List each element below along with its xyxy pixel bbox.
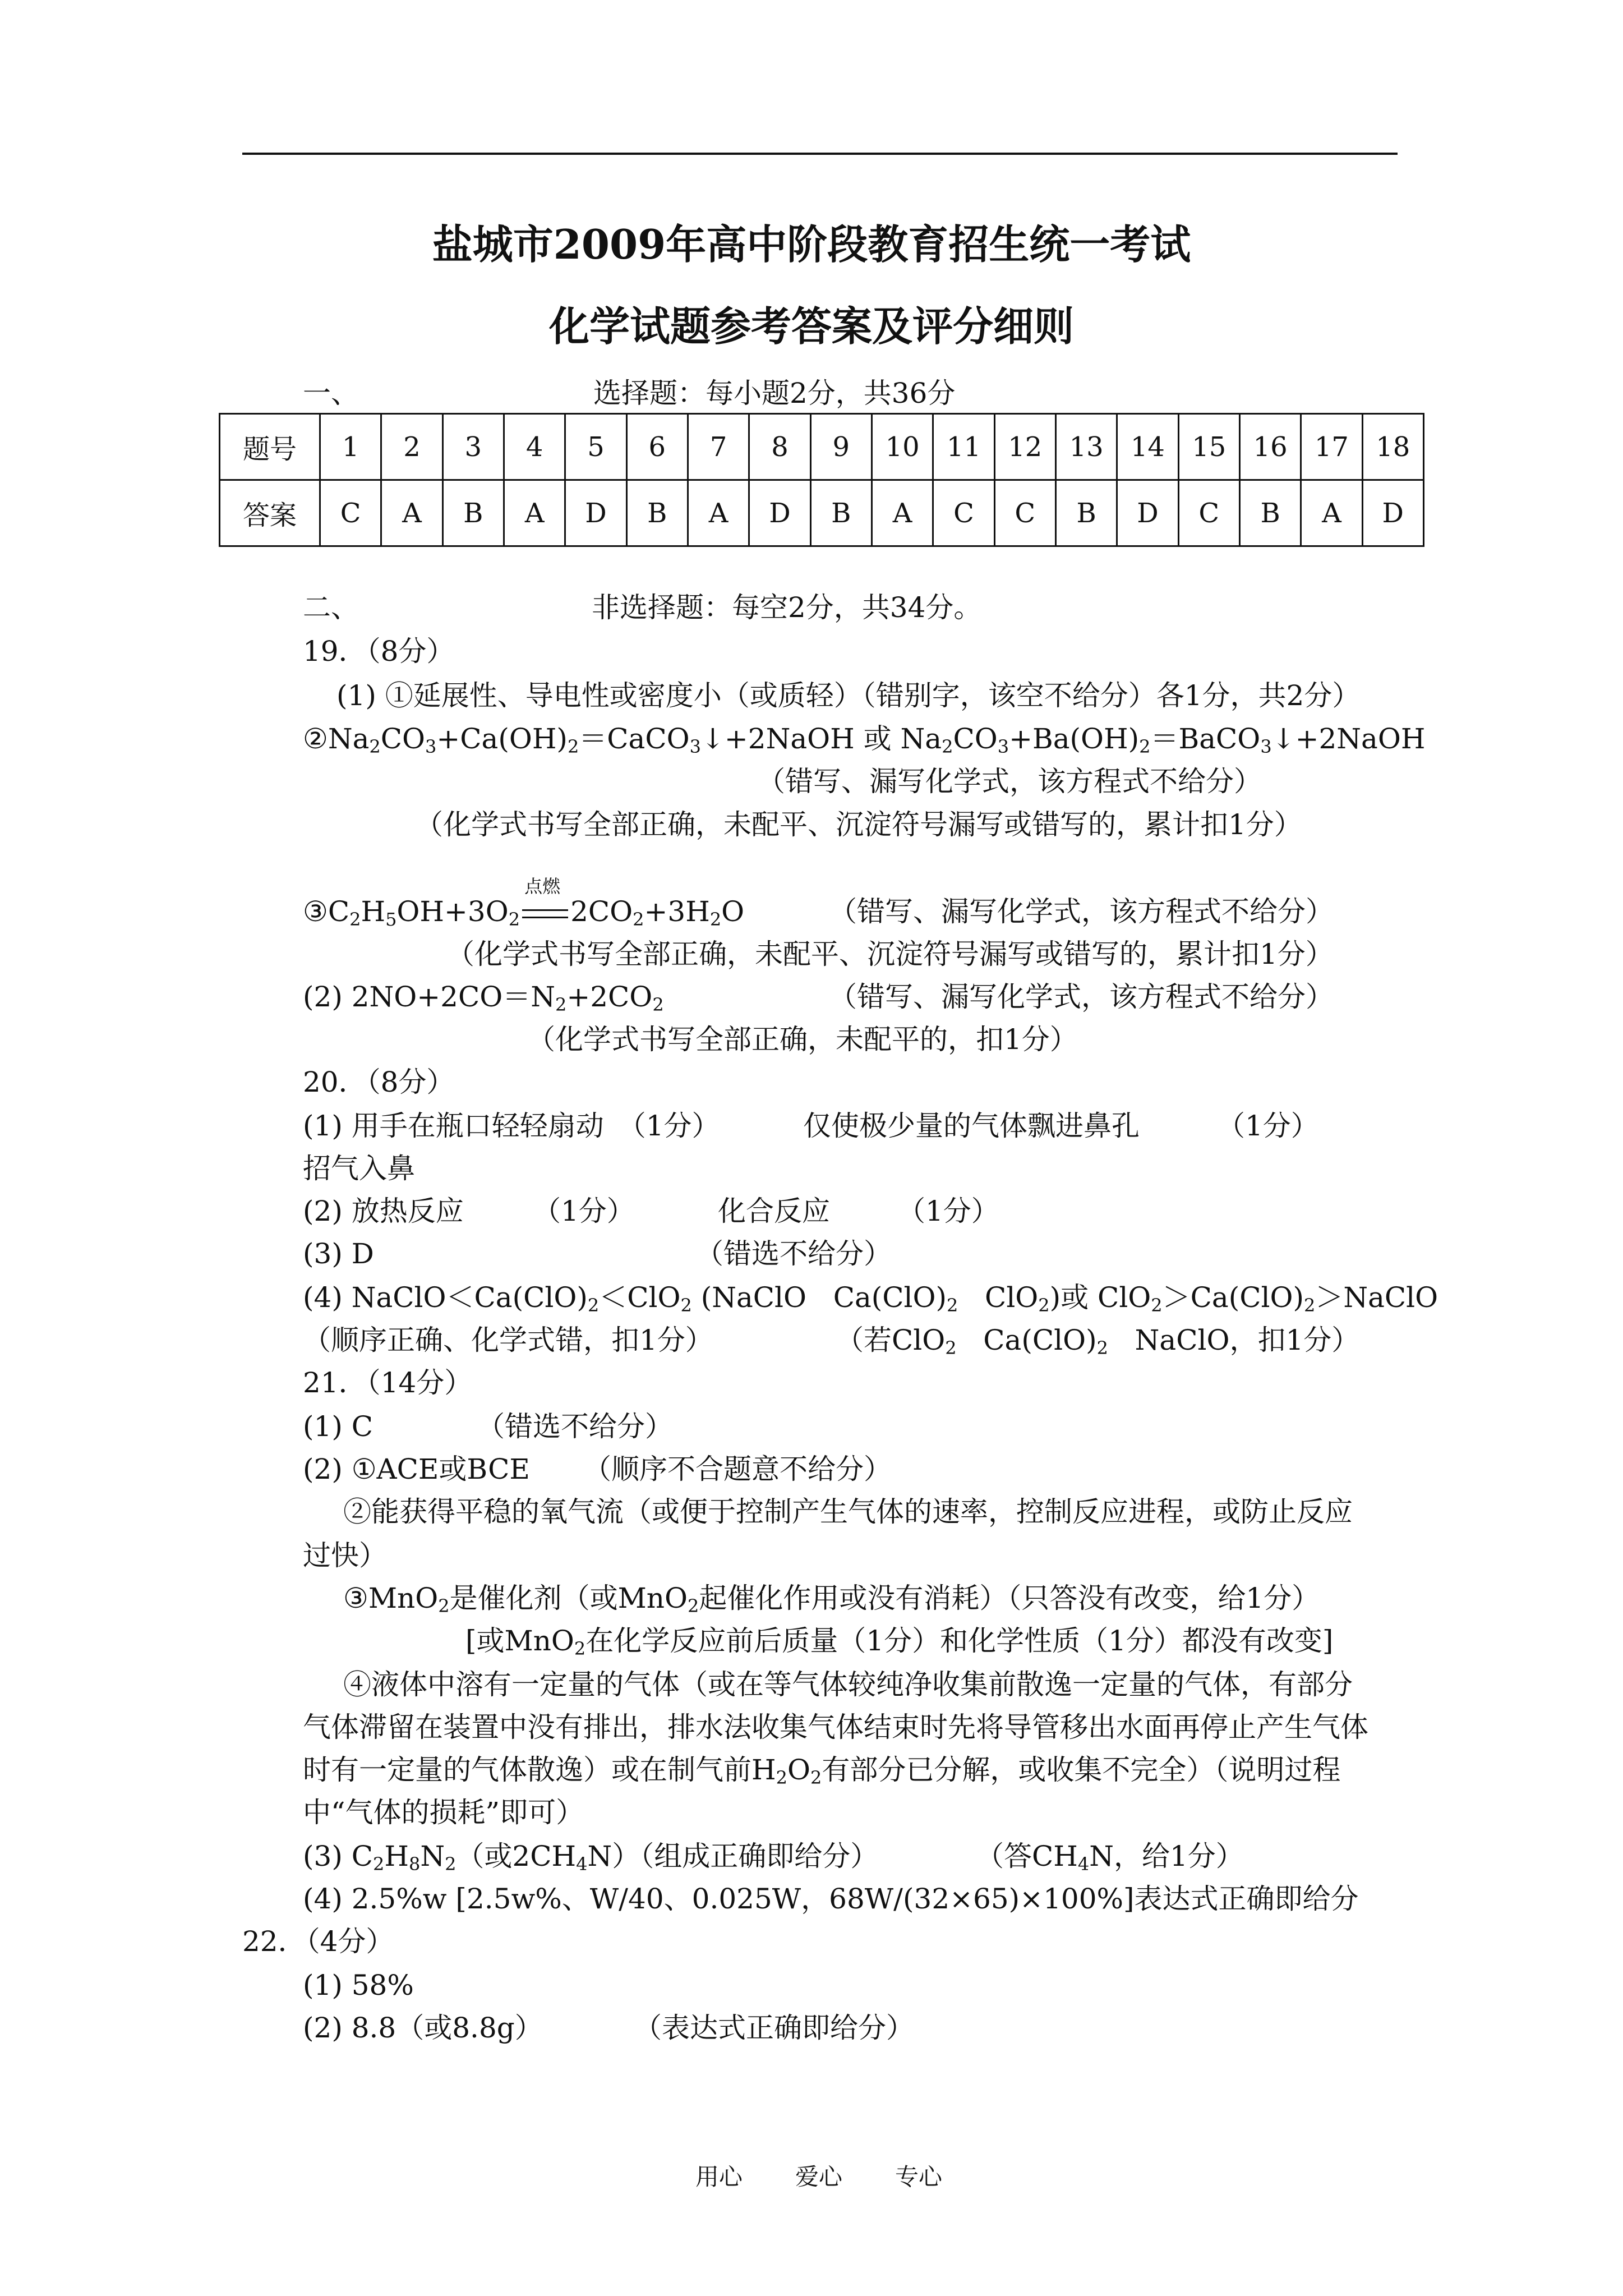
answer-cell: A — [688, 480, 749, 546]
question-number: 3 — [442, 414, 504, 480]
answer-cell: B — [1055, 480, 1117, 546]
answer-cell: C — [320, 480, 381, 546]
q19-equation-3-note-2: （化学式书写全部正确，未配平、沉淀符号漏写或错写的，累计扣1分） — [446, 938, 1334, 970]
q21-heading: 21．（14分） — [303, 1366, 473, 1399]
answer-cell: A — [381, 480, 442, 546]
q20-part3-a: (3) D — [303, 1237, 374, 1270]
q20-part4-note-2: （若ClO$_2$ $Ca(ClO)_2$ NaClO，扣1分） — [836, 1324, 1360, 1359]
q19-part2-equation: (2) $2NO+2CO=N_2+2CO_2$ — [303, 981, 664, 1015]
q19-part2-note: （错写、漏写化学式，该方程式不给分） — [829, 981, 1334, 1013]
q20-part2-c: 化合反应 — [718, 1195, 830, 1227]
question-number: 4 — [504, 414, 565, 480]
question-number: 12 — [994, 414, 1055, 480]
question-number: 14 — [1117, 414, 1178, 480]
answer-cell: A — [504, 480, 565, 546]
question-number: 10 — [872, 414, 933, 480]
question-number: 18 — [1362, 414, 1423, 480]
footer-word: 爱心 — [795, 2163, 843, 2191]
q21-part2-i: 时有一定量的气体散逸）或在制气前$H_2O_2$有部分已分解，或收集不完全）（说明过程 — [303, 1754, 1341, 1788]
question-number: 8 — [749, 414, 810, 480]
footer-word: 专心 — [895, 2163, 943, 2191]
footer-word: 用心 — [695, 2163, 743, 2191]
answer-cell: C — [933, 480, 994, 546]
question-number: 6 — [626, 414, 688, 480]
section-2-heading: 非选择题：每空2分，共34分。 — [592, 591, 982, 624]
q21-part4: (4) 2.5%w [2.5w%、W/40、0.025W，68W/(32×65)×100%]表达式正确即给分 — [303, 1883, 1359, 1915]
q22-part2-a: (2) 8.8（或8.8g） — [303, 2012, 543, 2044]
answer-cell: C — [1178, 480, 1239, 546]
q19-heading: 19．（8分） — [303, 635, 455, 668]
q21-part2-g: ④液体中溶有一定量的气体（或在等气体较纯净收集前散逸一定量的气体，有部分 — [343, 1668, 1353, 1701]
answer-cell: B — [1239, 480, 1301, 546]
q19-equation-2-note: （错写、漏写化学式，该方程式不给分） — [757, 765, 1262, 798]
answer-cell: A — [872, 480, 933, 546]
question-number: 9 — [810, 414, 872, 480]
q20-part1-c: （1分） — [1217, 1110, 1319, 1142]
question-number: 7 — [688, 414, 749, 480]
q21-part1-a: (1) C — [303, 1410, 373, 1443]
q19-part2-note-2: （化学式书写全部正确，未配平的，扣1分） — [527, 1023, 1078, 1056]
q21-part2-c: ②能获得平稳的氧气流（或便于控制产生气体的速率，控制反应进程，或防止反应 — [343, 1496, 1353, 1528]
q20-part2-b: （1分） — [533, 1195, 635, 1227]
answer-cell: D — [565, 480, 626, 546]
section-1-heading: 选择题：每小题2分，共36分 — [593, 377, 956, 409]
answer-cell: C — [994, 480, 1055, 546]
q19-equation-3: $③C_2H_5OH+3O_2$ 点燃 $2CO_2+3H_2O$ — [303, 876, 745, 930]
q21-part2-h: 气体滞留在装置中没有排出，排水法收集气体结束时先将导管移出水面再停止产生气体 — [303, 1711, 1368, 1743]
question-number: 17 — [1301, 414, 1362, 480]
top-rule — [242, 153, 1398, 155]
q21-part3: (3) $C_2H_8N_2$（或$2CH_4N$）（组成正确即给分） — [303, 1840, 879, 1875]
row-label-answer: 答案 — [220, 480, 320, 546]
document-subtitle: 化学试题参考答案及评分细则 — [548, 302, 1074, 350]
q19-equation-3-note: （错写、漏写化学式，该方程式不给分） — [829, 895, 1334, 928]
answer-cell: B — [442, 480, 504, 546]
q22-part1: (1) 58% — [303, 1969, 414, 2001]
q19-equation-2: $②Na_2CO_3+Ca(OH)_2=CaCO_3↓+2NaOH$ 或 $Na_2CO_3+Ba(OH)_2=BaCO_3↓+2NaOH$ — [303, 723, 1426, 757]
q19-equation-2-note-2: （化学式书写全部正确，未配平、沉淀符号漏写或错写的，累计扣1分） — [415, 808, 1302, 841]
q22-part2-b: （表达式正确即给分） — [634, 2012, 914, 2044]
answer-row — [220, 480, 1424, 546]
q21-part2-d: 过快） — [303, 1539, 387, 1572]
question-number-row — [220, 414, 1424, 480]
document-title: 盐城市2009年高中阶段教育招生统一考试 — [432, 220, 1191, 268]
question-number: 5 — [565, 414, 626, 480]
q22-heading: 22．（4分） — [242, 1925, 394, 1958]
q20-part3-b: （错选不给分） — [695, 1237, 892, 1270]
q21-part1-b: （错选不给分） — [477, 1410, 673, 1443]
q20-part1-a: (1) 用手在瓶口轻轻扇动 （1分） — [303, 1110, 720, 1142]
question-number: 13 — [1055, 414, 1117, 480]
question-number: 1 — [320, 414, 381, 480]
answer-cell: B — [626, 480, 688, 546]
q21-part2-e: ③MnO$_2$是催化剂（或MnO$_2$起催化作用或没有消耗）（只答没有改变，给1分） — [343, 1582, 1320, 1617]
q20-part1-b: 仅使极少量的气体飘进鼻孔 — [803, 1110, 1140, 1142]
q19-part1: (1) ①延展性、导电性或密度小（或质轻）（错别字，该空不给分）各1分，共2分） — [336, 679, 1361, 712]
answer-cell: B — [810, 480, 872, 546]
answer-cell: D — [1362, 480, 1423, 546]
answer-cell: D — [1117, 480, 1178, 546]
question-number: 11 — [933, 414, 994, 480]
question-number: 2 — [381, 414, 442, 480]
answer-table — [219, 413, 1424, 547]
q21-part3-note: （答$CH_4N$，给1分） — [976, 1840, 1244, 1875]
q20-part1-d: 招气入鼻 — [303, 1152, 415, 1185]
q20-heading: 20．（8分） — [303, 1066, 455, 1098]
answer-cell: A — [1301, 480, 1362, 546]
q20-part4-note-1: （顺序正确、化学式错，扣1分） — [303, 1324, 713, 1356]
q20-part4: (4) $NaClO<Ca(ClO)_2<ClO_2$ (NaClO $Ca(ClO)_2$ ClO$_2$)或 $ClO_2>Ca(ClO)_2>NaClO$ — [303, 1281, 1438, 1316]
section-2-number: 二、 — [303, 591, 359, 624]
q20-part2-a: (2) 放热反应 — [303, 1195, 464, 1227]
q21-part2-k: 中“气体的损耗”即可） — [303, 1796, 584, 1829]
q21-part2-f: [或MnO$_2$在化学反应前后质量（1分）和化学性质（1分）都没有改变] — [465, 1625, 1334, 1659]
row-label-number: 题号 — [220, 414, 320, 480]
answer-cell: D — [749, 480, 810, 546]
section-1-number: 一、 — [303, 377, 359, 409]
q20-part2-d: （1分） — [897, 1195, 999, 1227]
question-number: 16 — [1239, 414, 1301, 480]
q21-part2-b: （顺序不合题意不给分） — [583, 1453, 892, 1485]
question-number: 15 — [1178, 414, 1239, 480]
q21-part2-a: (2) ①ACE或BCE — [303, 1453, 530, 1485]
